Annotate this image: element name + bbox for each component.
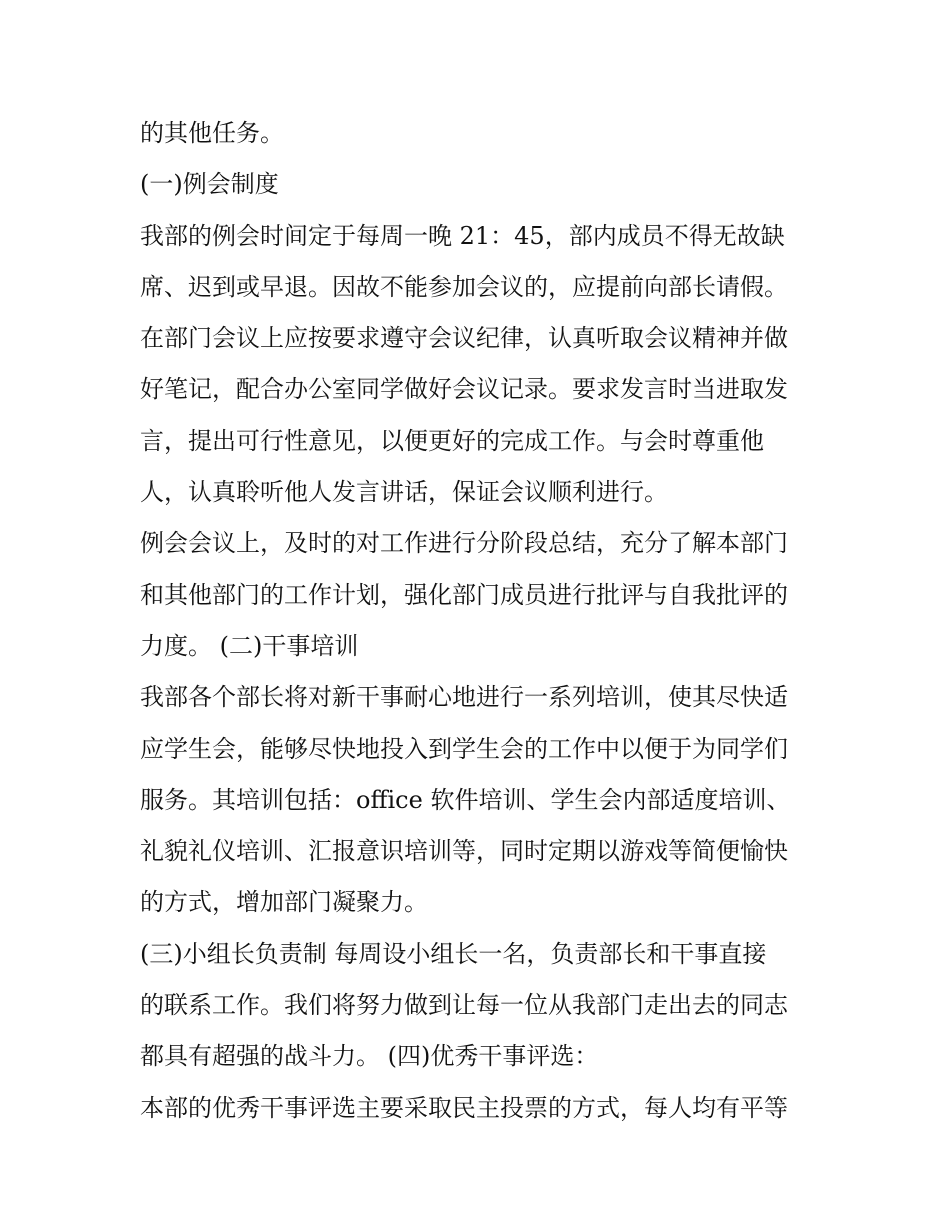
text-line: 人，认真聆听他人发言讲话，保证会议顺利进行。 [140,478,668,507]
text-line: 我部的例会时间定于每周一晚 21：45，部内成员不得无故缺 [140,221,785,250]
text-line: 礼貌礼仪培训、汇报意识培训等，同时定期以游戏等简便愉快 [140,837,788,866]
text-line: 和其他部门的工作计划，强化部门成员进行批评与自我批评的 [140,580,788,609]
text-line: 言，提出可行性意见，以便更好的完成工作。与会时尊重他 [140,426,764,455]
document-body [140,108,820,1134]
text-line: 应学生会，能够尽快地投入到学生会的工作中以便于为同学们 [140,734,788,763]
text-line: 我部各个部长将对新干事耐心地进行一系列培训，使其尽快适 [140,683,788,712]
text-line: 席、迟到或早退。因故不能参加会议的，应提前向部长请假。 [140,272,788,301]
text-line: 的其他任务。 [140,119,284,147]
text-line: 的方式，增加部门凝聚力。 [140,888,428,917]
text-line: 本部的优秀干事评选主要采取民主投票的方式，每人均有平等 [140,1093,788,1122]
text-line: 的联系工作。我们将努力做到让每一位从我部门走出去的同志 [140,991,788,1020]
text-line: 都具有超强的战斗力。 (四)优秀干事评选： [140,1042,599,1071]
text-line: 力度。 (二)干事培训 [140,631,359,660]
text-line: 好笔记，配合办公室同学做好会议记录。要求发言时当进取发 [140,375,788,404]
text-line: 在部门会议上应按要求遵守会议纪律，认真听取会议精神并做 [140,324,788,353]
text-line: 服务。其培训包括：office 软件培训、学生会内部适度培训、 [140,785,791,814]
section-heading-meeting-system: (一)例会制度 [140,170,279,199]
text-line: 例会会议上，及时的对工作进行分阶段总结，充分了解本部门 [140,529,788,558]
text-line: (三)小组长负责制 每周设小组长一名，负责部长和干事直接 [140,939,767,968]
